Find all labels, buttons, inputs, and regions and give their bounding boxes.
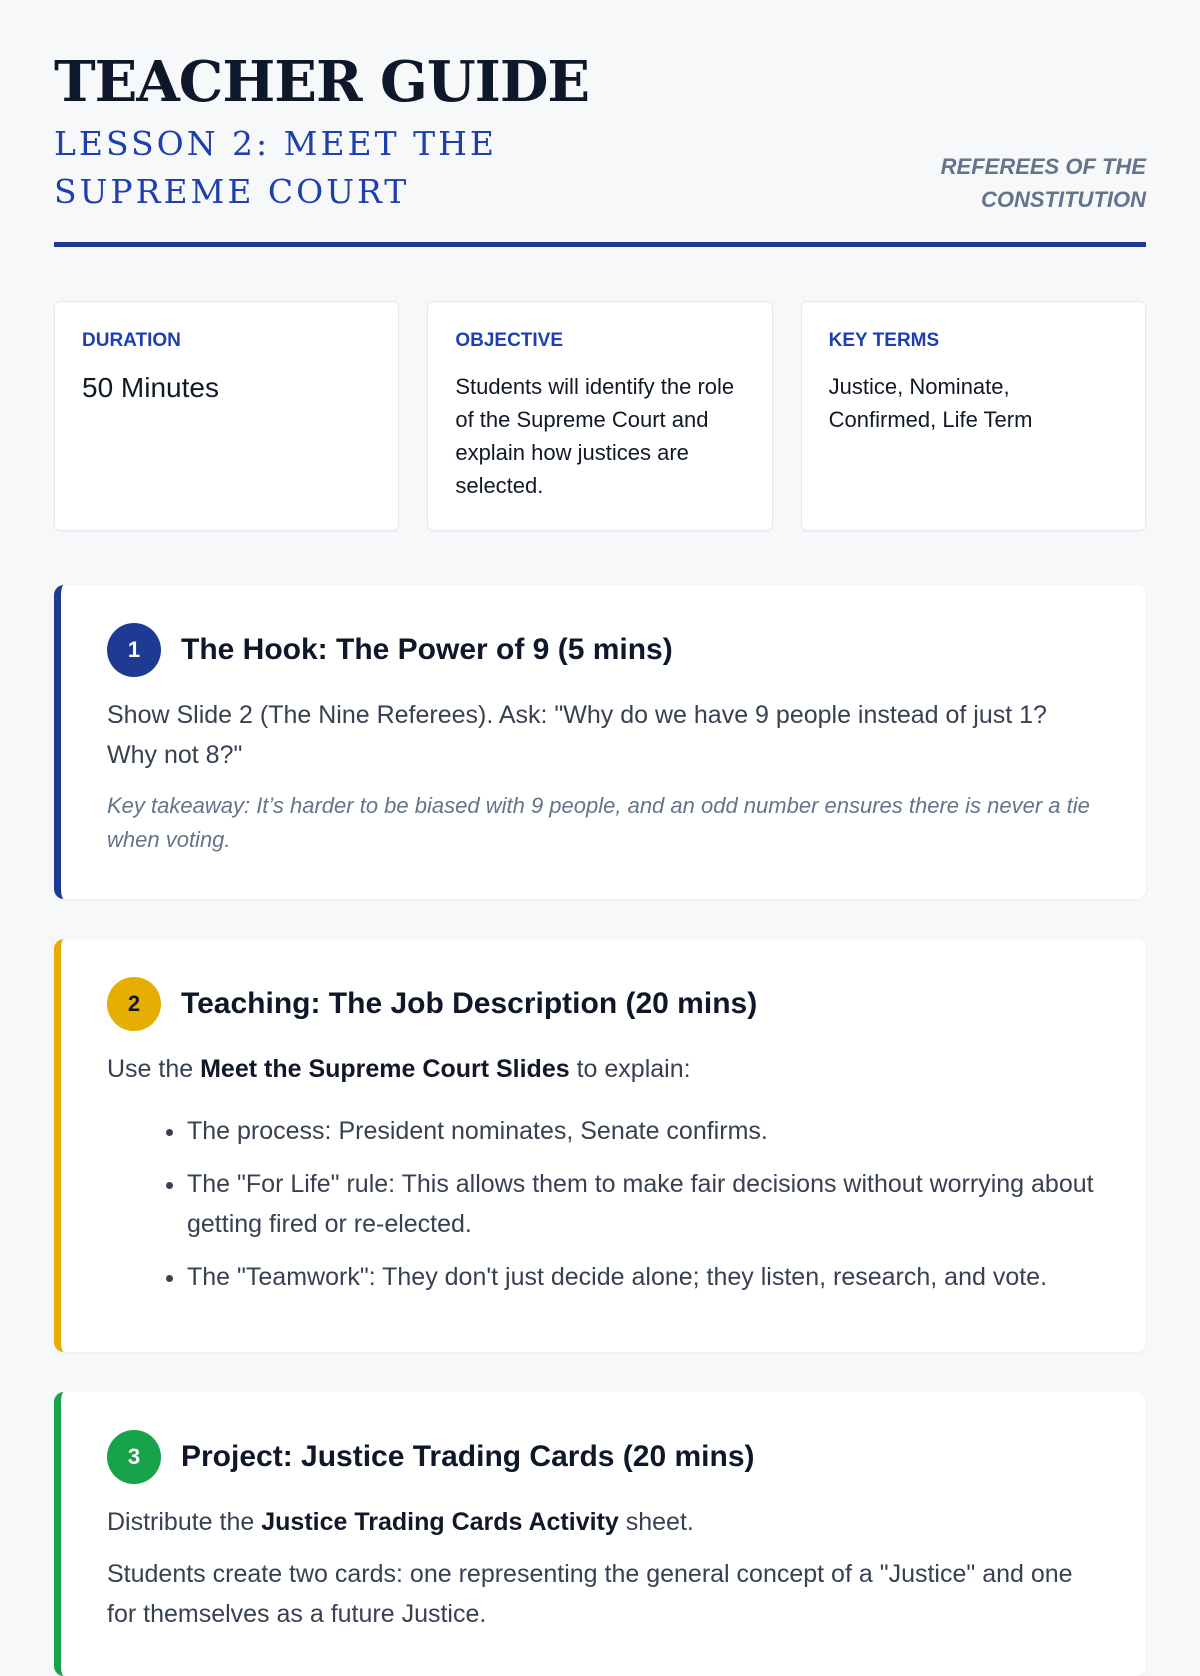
list-item: • The process: President nominates, Senate confirms. [187, 1111, 1096, 1151]
step-header [107, 1430, 1096, 1484]
step-project [54, 1392, 1146, 1676]
step-intro [107, 1049, 1096, 1089]
intro-text: Use the [107, 1055, 201, 1083]
guide-header [54, 49, 1146, 247]
intro-text: Distribute the [107, 1508, 262, 1536]
title-block [54, 49, 694, 216]
activity-resource-name: Justice Trading Cards Activity [261, 1508, 619, 1536]
key-takeaway: Key takeaway: It’s harder to be biased with 9 people, and an odd number ensures there is never a tie when voting. [107, 793, 1090, 852]
intro-text: sheet. [618, 1508, 694, 1536]
objective-label: OBJECTIVE [455, 330, 564, 351]
key-terms-value: Justice, Nominate, Confirmed, Life Term [828, 374, 1033, 432]
intro-text: to explain: [569, 1055, 691, 1083]
step-header [107, 623, 1096, 677]
step-header [107, 977, 1096, 1031]
page-title: TEACHER GUIDE [54, 49, 590, 115]
lesson-title: LESSON 2: MEET THE SUPREME COURT [54, 124, 498, 211]
step-title: Teaching: The Job Description (20 mins) [181, 987, 758, 1020]
step-number-badge: 3 [107, 1430, 161, 1484]
key-terms-card [801, 301, 1146, 531]
list-item: • The "Teamwork": They don't just decide alone; they listen, research, and vote. [187, 1257, 1096, 1297]
step-title: The Hook: The Power of 9 (5 mins) [181, 633, 673, 666]
step-intro [107, 1502, 1096, 1542]
info-cards [54, 301, 1146, 531]
step-number-badge: 1 [107, 623, 161, 677]
objective-value: Students will identify the role of the Supreme Court and explain how justices are selected. [455, 374, 735, 498]
duration-label: DURATION [82, 330, 181, 351]
step-body: Students create two cards: one representing the general concept of a "Justice" and one for themselves as a future Justice. [107, 1560, 1073, 1628]
step-title: Project: Justice Trading Cards (20 mins) [181, 1440, 755, 1473]
series-title: REFEREES OF THE CONSTITUTION [940, 154, 1146, 212]
duration-card [54, 301, 399, 531]
list-item: • The "For Life" rule: This allows them to make fair decisions without worrying about getting fired or re-elected. [187, 1164, 1096, 1244]
duration-value: 50 Minutes [82, 372, 219, 403]
step-teaching [54, 939, 1146, 1352]
step-number-badge: 2 [107, 977, 161, 1031]
step-hook [54, 585, 1146, 899]
key-terms-label: KEY TERMS [828, 330, 940, 351]
objective-card [427, 301, 772, 531]
teaching-points-list [107, 1111, 1096, 1297]
step-body: Show Slide 2 (The Nine Referees). Ask: "Why do we have 9 people instead of just 1? Why not 8?" [107, 701, 1047, 769]
slides-resource-name: Meet the Supreme Court Slides [200, 1055, 570, 1083]
